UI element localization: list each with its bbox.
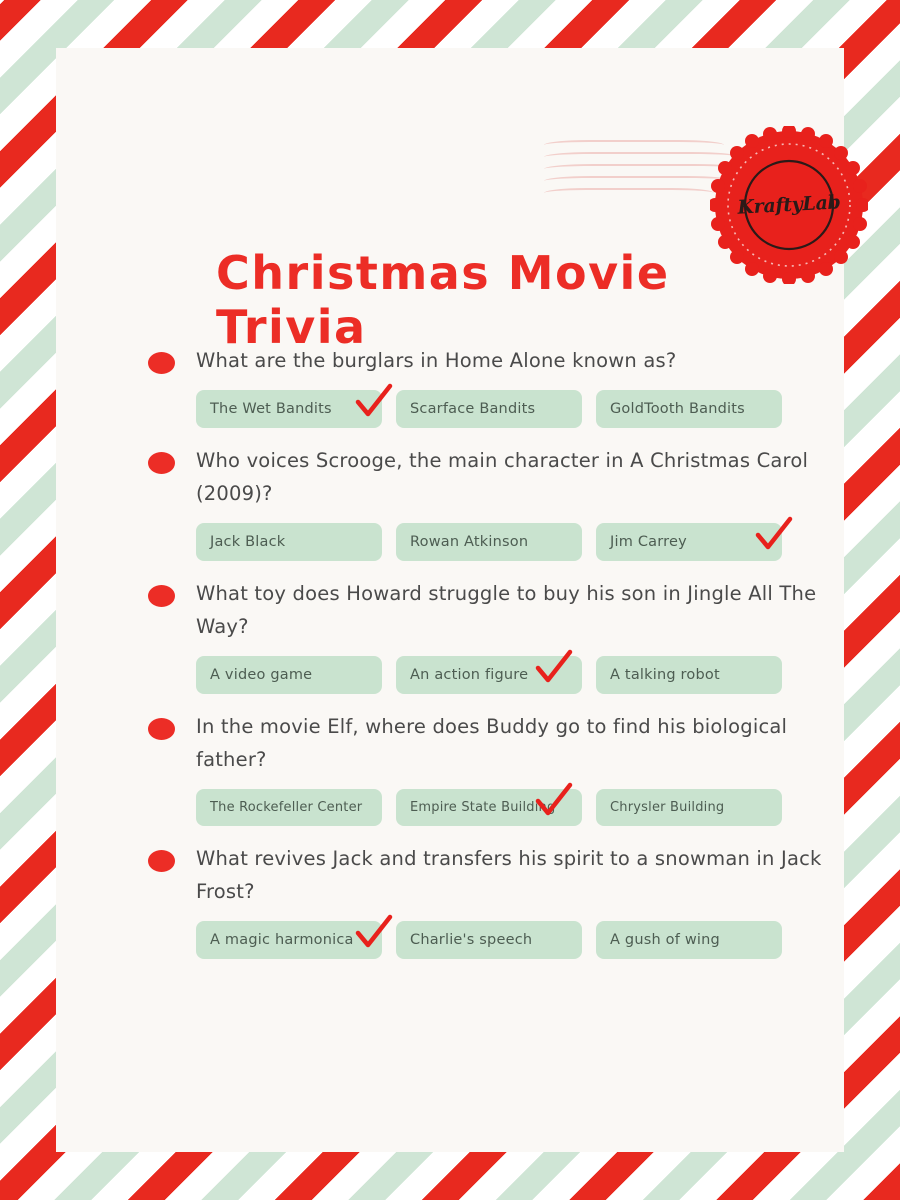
option-label: Rowan Atkinson xyxy=(410,533,529,550)
quiz-list xyxy=(148,344,848,975)
question-block xyxy=(148,344,848,428)
option-group xyxy=(196,789,848,826)
option-choice[interactable] xyxy=(596,390,782,428)
option-label: An action figure xyxy=(410,666,529,683)
question-bullet-icon xyxy=(148,352,175,374)
option-choice[interactable] xyxy=(196,523,382,561)
option-label: Jack Black xyxy=(210,533,286,550)
option-choice[interactable] xyxy=(196,390,382,428)
checkmark-icon xyxy=(350,911,396,957)
option-label: A magic harmonica xyxy=(210,931,354,948)
option-label: GoldTooth Bandits xyxy=(610,400,745,417)
checkmark-icon xyxy=(530,646,576,692)
option-label: Scarface Bandits xyxy=(410,400,536,417)
option-choice[interactable] xyxy=(196,789,382,826)
question-text: What toy does Howard struggle to buy his son in Jingle All The Way? xyxy=(196,581,817,639)
option-choice[interactable] xyxy=(596,523,782,561)
question-text: What revives Jack and transfers his spirit to a snowman in Jack Frost? xyxy=(196,846,822,904)
option-label: Empire State Building xyxy=(410,799,556,815)
question-text: In the movie Elf, where does Buddy go to find his biological father? xyxy=(196,714,788,772)
worksheet-card xyxy=(56,48,844,1152)
option-group xyxy=(196,523,848,561)
question-block xyxy=(148,710,848,826)
option-choice[interactable] xyxy=(596,921,782,959)
option-choice[interactable] xyxy=(596,656,782,694)
option-label: A video game xyxy=(210,666,313,683)
option-label: Chrysler Building xyxy=(610,799,725,815)
question-bullet-icon xyxy=(148,718,175,740)
question-bullet-icon xyxy=(148,585,175,607)
option-choice[interactable] xyxy=(196,656,382,694)
question-text: Who voices Scrooge, the main character in A Christmas Carol (2009)? xyxy=(196,448,809,506)
option-choice[interactable] xyxy=(396,523,582,561)
checkmark-icon xyxy=(350,380,396,426)
option-choice[interactable] xyxy=(396,921,582,959)
brand-name: KraftyLab xyxy=(736,191,842,219)
question-text: What are the burglars in Home Alone known as? xyxy=(196,349,677,372)
option-label: The Wet Bandits xyxy=(210,400,332,417)
page-title: Christmas Movie Trivia xyxy=(216,246,670,354)
option-group xyxy=(196,656,848,694)
option-choice[interactable] xyxy=(396,656,582,694)
question-block xyxy=(148,577,848,694)
question-block xyxy=(148,444,848,561)
option-label: A talking robot xyxy=(610,666,720,683)
option-choice[interactable] xyxy=(396,789,582,826)
checkmark-icon xyxy=(750,513,796,559)
option-label: Charlie's speech xyxy=(410,931,533,948)
option-group xyxy=(196,390,848,428)
option-group xyxy=(196,921,848,959)
question-block xyxy=(148,842,848,959)
option-choice[interactable] xyxy=(596,789,782,826)
option-label: Jim Carrey xyxy=(610,533,687,550)
question-bullet-icon xyxy=(148,850,175,872)
option-label: The Rockefeller Center xyxy=(210,799,363,815)
option-choice[interactable] xyxy=(396,390,582,428)
option-choice[interactable] xyxy=(196,921,382,959)
option-label: A gush of wing xyxy=(610,931,720,948)
question-bullet-icon xyxy=(148,452,175,474)
